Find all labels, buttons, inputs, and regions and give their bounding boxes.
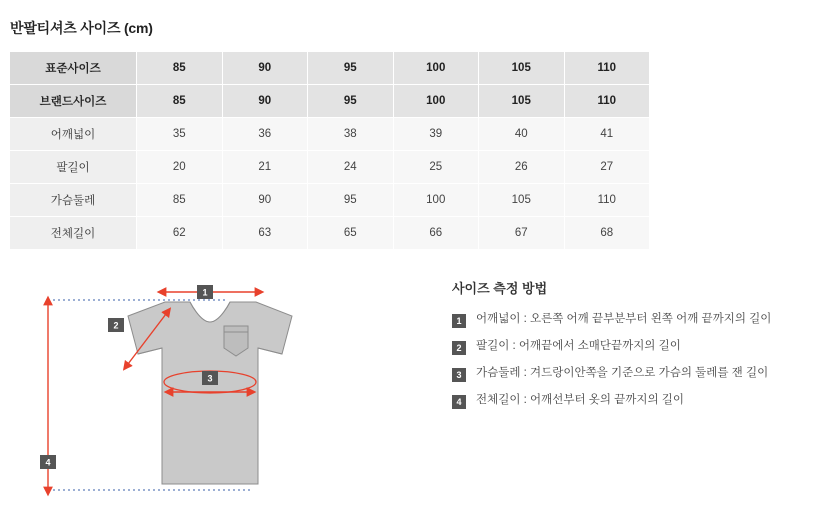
row-label: 어깨넓이: [10, 118, 137, 151]
guide-item: [452, 394, 812, 409]
table-cell: 110: [564, 52, 650, 85]
guide-item-text: 팔길이 : 어깨끝에서 소매단끝까지의 길이: [476, 340, 681, 352]
table-cell: 21: [222, 151, 308, 184]
table-cell: 110: [564, 85, 650, 118]
table-cell: 38: [308, 118, 394, 151]
marker-3: [202, 371, 218, 385]
table-cell: 41: [564, 118, 650, 151]
table-row: [10, 85, 650, 118]
size-table-body: [10, 52, 650, 250]
size-table: [10, 52, 650, 250]
table-cell: 105: [479, 85, 565, 118]
table-cell: 40: [479, 118, 565, 151]
guide-number-badge: 1: [452, 314, 466, 328]
guide-item: [452, 313, 812, 328]
row-label: 표준사이즈: [10, 52, 137, 85]
measure-guide: [452, 278, 812, 421]
table-row: [10, 151, 650, 184]
table-cell: 24: [308, 151, 394, 184]
table-cell: 65: [308, 217, 394, 250]
table-cell: 25: [393, 151, 479, 184]
table-cell: 63: [222, 217, 308, 250]
table-cell: 90: [222, 85, 308, 118]
guide-item-text: 전체길이 : 어깨선부터 옷의 끝까지의 길이: [476, 394, 685, 406]
table-cell: 39: [393, 118, 479, 151]
page-title: 반팔티셔츠 사이즈 (cm): [10, 20, 153, 36]
table-cell: 100: [393, 85, 479, 118]
marker-2: [108, 318, 124, 332]
table-cell: 105: [479, 184, 565, 217]
svg-text:3: 3: [207, 373, 213, 384]
table-cell: 90: [222, 184, 308, 217]
table-row: [10, 52, 650, 85]
table-cell: 85: [137, 85, 223, 118]
table-cell: 95: [308, 184, 394, 217]
table-cell: 95: [308, 52, 394, 85]
measure-guide-title: 사이즈 측정 방법: [452, 281, 548, 296]
table-cell: 95: [308, 85, 394, 118]
table-row: [10, 217, 650, 250]
svg-text:2: 2: [113, 320, 119, 331]
guide-number-badge: 4: [452, 395, 466, 409]
table-cell: 36: [222, 118, 308, 151]
row-label: 브랜드사이즈: [10, 85, 137, 118]
table-cell: 85: [137, 184, 223, 217]
table-cell: 68: [564, 217, 650, 250]
table-cell: 27: [564, 151, 650, 184]
table-cell: 20: [137, 151, 223, 184]
table-cell: 66: [393, 217, 479, 250]
row-label: 팔길이: [10, 151, 137, 184]
tshirt-diagram-svg: [20, 270, 420, 510]
row-label: 전체길이: [10, 217, 137, 250]
table-cell: 85: [137, 52, 223, 85]
svg-text:1: 1: [202, 287, 208, 298]
marker-1: [197, 285, 213, 299]
table-cell: 110: [564, 184, 650, 217]
table-row: [10, 118, 650, 151]
table-cell: 62: [137, 217, 223, 250]
guide-item-text: 어깨넓이 : 오른쪽 어깨 끝부분부터 왼쪽 어깨 끝까지의 길이: [476, 313, 772, 325]
guide-number-badge: 3: [452, 368, 466, 382]
table-cell: 100: [393, 52, 479, 85]
marker-4: [40, 455, 56, 469]
table-cell: 100: [393, 184, 479, 217]
row-label: 가슴둘레: [10, 184, 137, 217]
table-row: [10, 184, 650, 217]
table-cell: 67: [479, 217, 565, 250]
table-cell: 26: [479, 151, 565, 184]
table-cell: 35: [137, 118, 223, 151]
table-cell: 105: [479, 52, 565, 85]
table-cell: 90: [222, 52, 308, 85]
guide-item: [452, 367, 812, 382]
svg-text:4: 4: [45, 457, 51, 468]
guide-number-badge: 2: [452, 341, 466, 355]
guide-item: [452, 340, 812, 355]
tshirt-diagram: [20, 270, 420, 510]
guide-item-text: 가슴둘레 : 겨드랑이안쪽을 기준으로 가슴의 둘레를 잰 길이: [476, 367, 769, 379]
